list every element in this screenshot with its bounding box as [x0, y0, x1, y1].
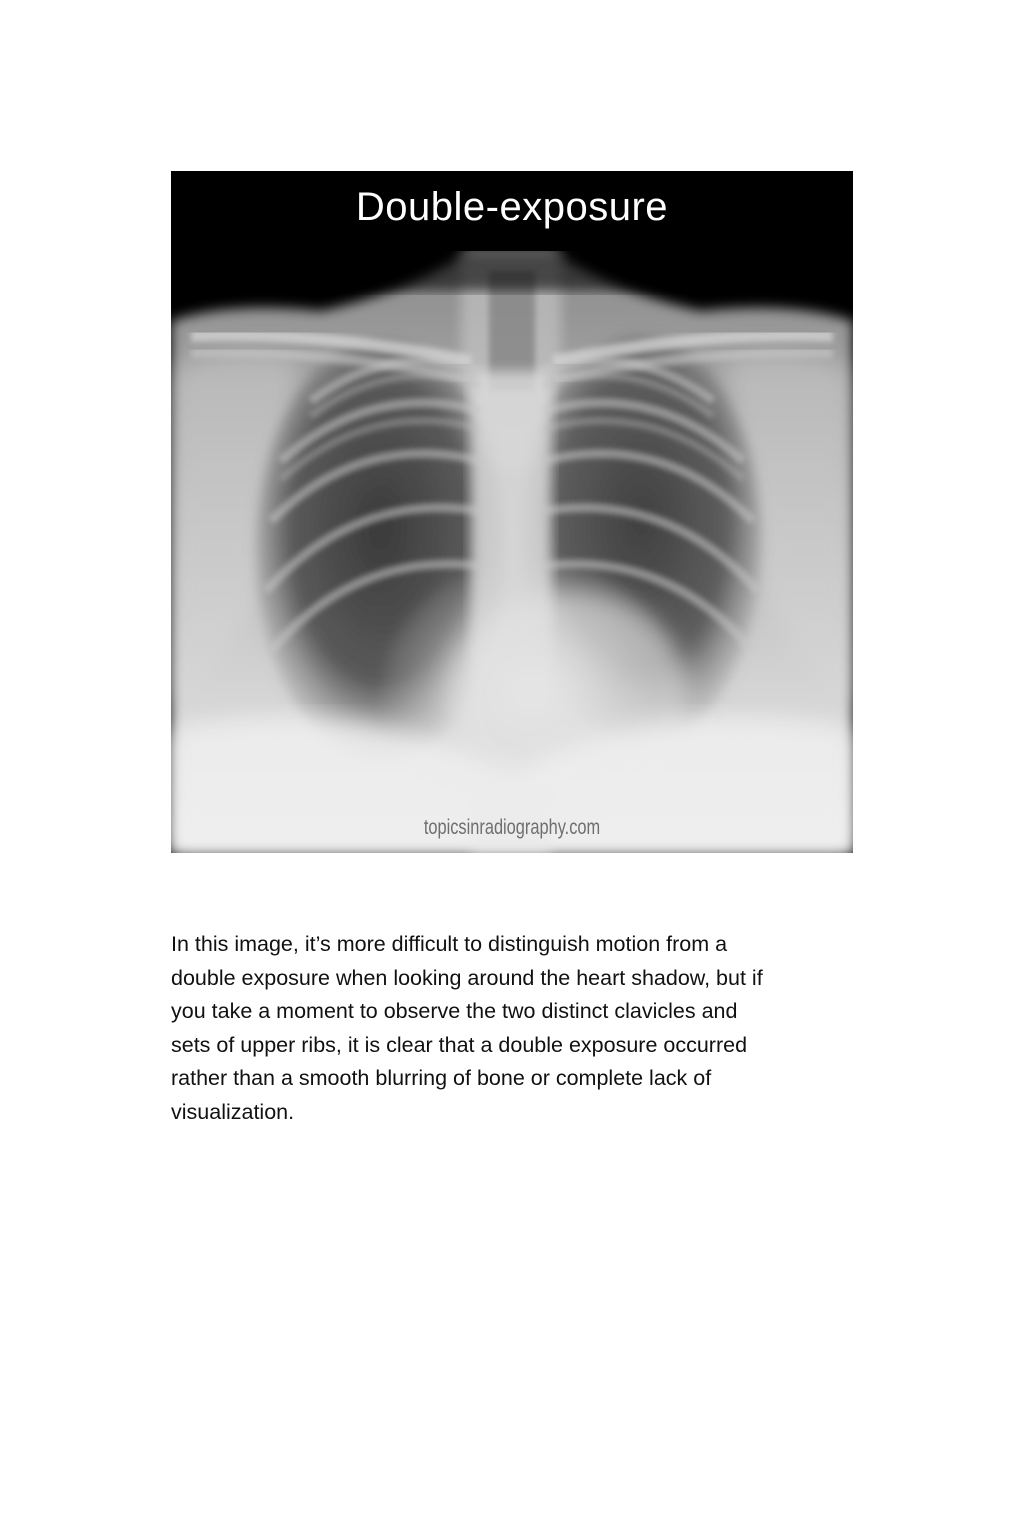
caption-line: double exposure when looking around the heart shadow, but if — [171, 965, 763, 990]
chest-xray-image — [171, 171, 853, 853]
caption-line: sets of upper ribs, it is clear that a double exposure occurred — [171, 1032, 748, 1057]
caption-line: visualization. — [171, 1099, 295, 1124]
watermark: topicsinradiography.com — [423, 816, 601, 839]
caption-line: you take a moment to observe the two distinct clavicles and — [171, 999, 738, 1024]
chest-xray-figure — [171, 171, 853, 853]
figure-title: Double-exposure — [355, 185, 669, 229]
caption-paragraph — [171, 928, 861, 1130]
caption-line: In this image, it’s more difficult to distinguish motion from a — [171, 932, 728, 956]
caption-line: rather than a smooth blurring of bone or complete lack of — [171, 1066, 712, 1091]
